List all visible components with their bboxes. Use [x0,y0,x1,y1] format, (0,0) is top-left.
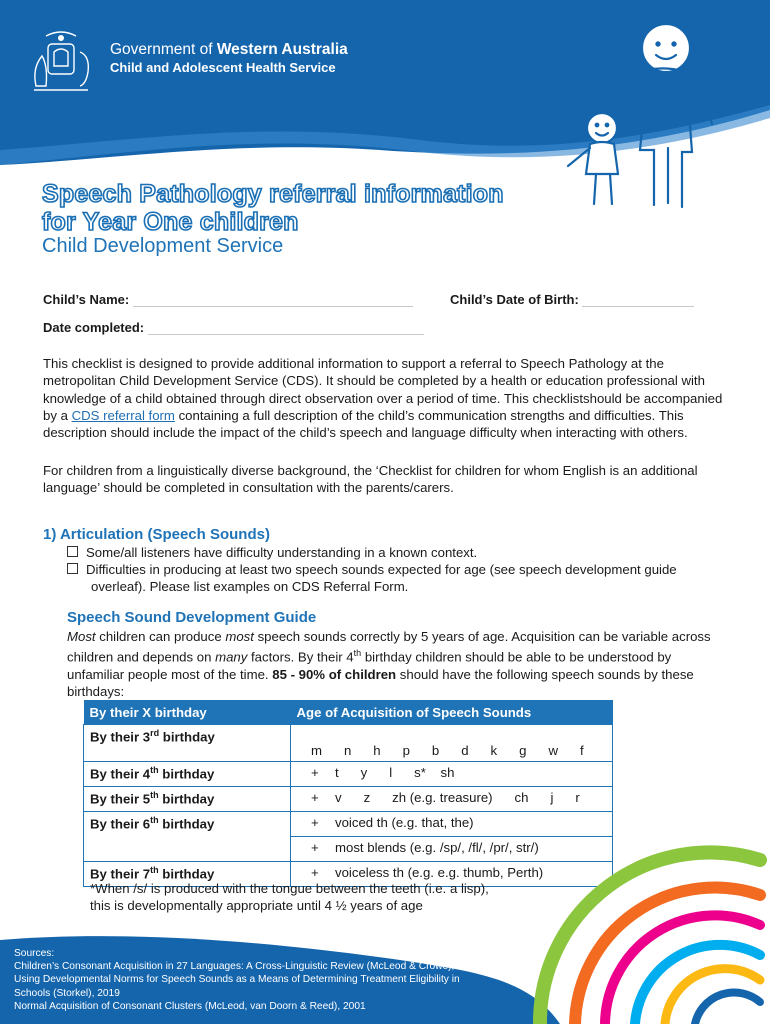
checklist-item: Some/all listeners have difficulty understanding in a known context. [67,544,707,561]
wa-crest-logo [16,30,106,94]
row-sounds-cell: + v z zh (e.g. treasure) ch j r [291,787,613,812]
checkbox[interactable] [67,563,78,574]
intro-paragraph: This checklist is designed to provide additional information to support a referral to Speech Pathology at the metropolitan Child Development Service (CDS). It should be completed by a health or education professional with knowledge of a child obtained through direct observation over a period of time. This checklistshould be accompanied by a CDS referral form containing a full description of the child’s communication strengths and difficulties. This description should include the impact of the child’s speech and language difficulty when interacting with others. [43,356,723,441]
title-line-1: Speech Pathology referral information [42,180,504,208]
table-header-sounds: Age of Acquisition of Speech Sounds [291,700,613,725]
table-row [84,762,613,787]
date-completed-input-line[interactable] [148,322,424,335]
table-header-age: By their X birthday [84,700,291,725]
dob-input-line[interactable] [582,294,694,307]
family-illustration [556,8,770,208]
child-name-label: Child’s Name: [43,292,130,307]
guide-heading: Speech Sound Development Guide [67,609,317,626]
section-articulation-heading: 1) Articulation (Speech Sounds) [43,526,270,543]
child-name-field [43,292,413,307]
row-sounds-cell: + t y l s* sh [291,762,613,787]
date-completed-label: Date completed: [43,320,145,335]
child-name-input-line[interactable] [133,294,413,307]
row-sounds-cell: m n h p b d k g w f [291,725,613,762]
title-line-2: for Year One children [42,208,299,236]
gov-prefix: Government of [110,41,217,58]
page-title [42,180,504,236]
row-age-cell: By their 6th birthday [84,812,291,837]
dob-label: Child’s Date of Birth: [450,292,579,307]
service-name: Child and Adolescent Health Service [110,60,336,75]
checklist-item: Difficulties in producing at least two speech sounds expected for age (see speech development guide overleaf). Please list examples on CDS Referral Form. [67,561,731,595]
date-completed-field [43,320,424,335]
dob-field [450,292,694,307]
row-age-cell: By their 4th birthday [84,762,291,787]
table-row [84,725,613,762]
guide-paragraph: Most children can produce most speech sounds correctly by 5 years of age. Acquisition can be variable across children and depends on many factors. By their 4th birthday children should be able to be understood by unfamiliar people most of the time. 85 - 90% of children should have the following speech sounds by these birthdays: [67,629,711,700]
row-sounds-cell: + most blends (e.g. /sp/, /fl/, /pr/, str/) [291,837,613,862]
row-sounds-cell: + voiced th (e.g. that, the) [291,812,613,837]
sources-list: Sources: Children’s Consonant Acquisition in 27 Languages: A Cross-Linguistic Review (McLeod & Crowe), 2018 Using Developmental Norms for Speech Sounds as a Means of Determining Treatment Eligibility in Schools (Storkel), 2019 Normal Acquisition of Consonant Clusters (McLeod, van Doorn & Reed), 2001 [14,948,480,1012]
gov-state: Western Australia [216,41,348,58]
row-age-cell: By their 7th birthday [84,862,291,887]
row-age-cell: By their 5th birthday [84,787,291,812]
cds-referral-form-link[interactable]: CDS referral form [71,407,175,423]
row-age-cell: By their 3rd birthday [84,725,291,762]
table-row [84,787,613,812]
government-header [110,40,348,77]
lisp-footnote: *When /s/ is produced with the tongue between the teeth (i.e. a lisp), this is developmentally appropriate until 4 ½ years of age [90,881,489,913]
diverse-background-paragraph: For children from a linguistically diverse background, the ‘Checklist for children for whom English is an additional language’ should be completed in consultation with the parents/carers. [43,463,698,496]
row-sounds-cell: + voiceless th (e.g. e.g. thumb, Perth) [291,862,613,887]
checkbox[interactable] [67,546,78,557]
page-subtitle: Child Development Service [42,235,284,257]
